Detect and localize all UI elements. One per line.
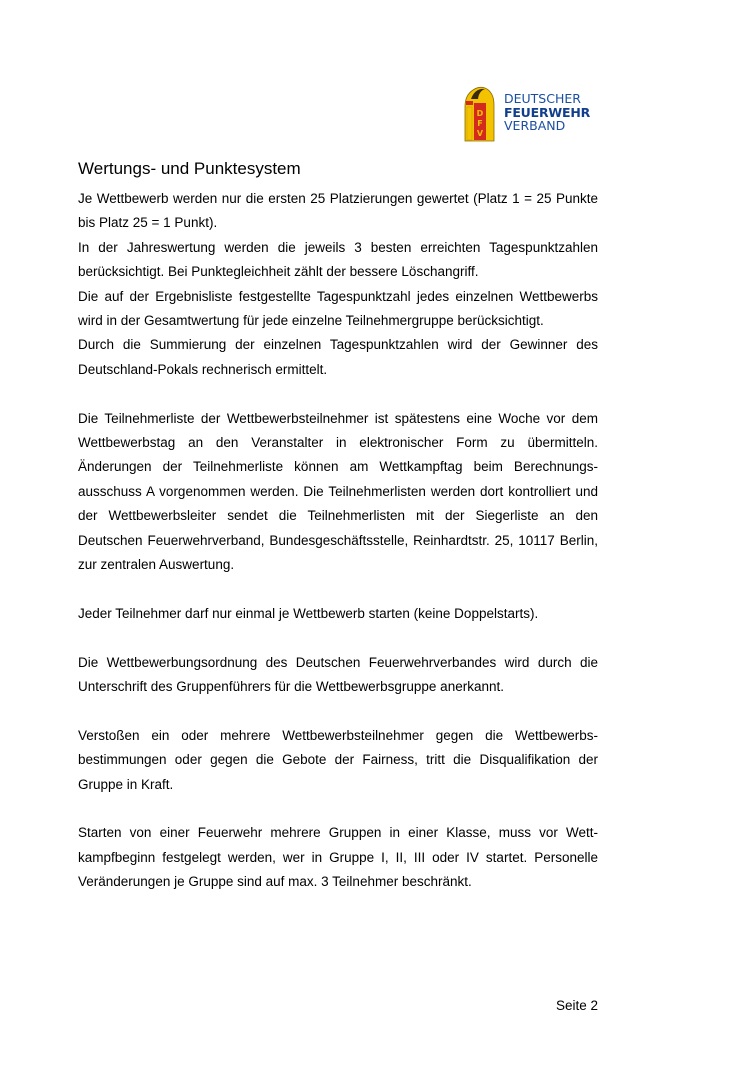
logo-wordmark — [504, 92, 590, 133]
paragraph: Starten von einer Feuerwehr mehrere Gruppen in einer Klasse, muss vor Wett-kampfbeginn festgelegt werden, wer in Gruppe I, II, III oder IV startet. Personelle Veränderungen je Gruppe sind auf max. 3 Teilnehmer beschränkt. — [78, 825, 598, 890]
fire-helmet-emblem-icon — [461, 85, 497, 142]
paragraph: Die Teilnehmerliste der Wettbewerbsteilnehmer ist spätestens eine Woche vor dem Wettbewerbstag an den Veranstalter in elektronischer Form zu übermitteln. Änderungen der Teilnehmerliste können am Wettkampftag beim Berechnungs-ausschuss A vorgenommen werden. Die Teilnehmerlisten werden dort kontrolliert und der Wettbewerbsleiter sendet die Teilnehmerlisten mit der Siegerliste an den Deutschen Feuerwehrverband, Bundesgeschäftsstelle, Reinhardtstr. 25, 10117 Berlin, zur zentralen Auswertung. — [78, 410, 598, 573]
paragraph: Die Wettbewerbungsordnung des Deutschen Feuerwehrverbandes wird durch die Unterschrift des Gruppenführers für die Wettbewerbsgruppe anerkannt. — [78, 654, 598, 695]
paragraph: Durch die Summierung der einzelnen Tagespunktzahlen wird der Gewinner des Deutschland-Pokals rechnerisch ermittelt. — [78, 337, 598, 377]
page-number: Seite 2 — [555, 998, 598, 1013]
emblem-letter-d: D — [476, 109, 484, 118]
dfv-logo — [461, 85, 611, 145]
paragraph: Die auf der Ergebnisliste festgestellte Tagespunktzahl jedes einzelnen Wettbewerbs wird in der Gesamtwertung für jede einzelne Teilnehmergruppe berücksichtigt. — [78, 288, 598, 329]
page-title: Wertungs- und Punktesystem — [78, 159, 301, 178]
document-body — [78, 187, 598, 919]
logo-line-verband: VERBAND — [504, 118, 566, 133]
logo-line-deutscher: DEUTSCHER — [504, 91, 581, 106]
paragraph: Verstoßen ein oder mehrere Wettbewerbsteilnehmer gegen die Wettbewerbs-bestimmungen oder gegen die Gebote der Fairness, tritt die Disqualifikation der Gruppe in Kraft. — [78, 727, 598, 792]
logo-line-feuerwehr: FEUERWEHR — [504, 104, 591, 120]
paragraph: In der Jahreswertung werden die jeweils 3 besten erreichten Tagespunktzahlen berücksichtigt. Bei Punktegleichheit zählt der bessere Löschangriff. — [78, 239, 598, 280]
emblem-letter-f: F — [477, 119, 483, 128]
emblem-letter-v: V — [476, 129, 484, 138]
paragraph: Je Wettbewerb werden nur die ersten 25 Platzierungen gewertet (Platz 1 = 25 Punkte bis Platz 25 = 1 Punkt). — [78, 191, 598, 231]
paragraph: Jeder Teilnehmer darf nur einmal je Wettbewerb starten (keine Doppelstarts). — [78, 605, 539, 621]
